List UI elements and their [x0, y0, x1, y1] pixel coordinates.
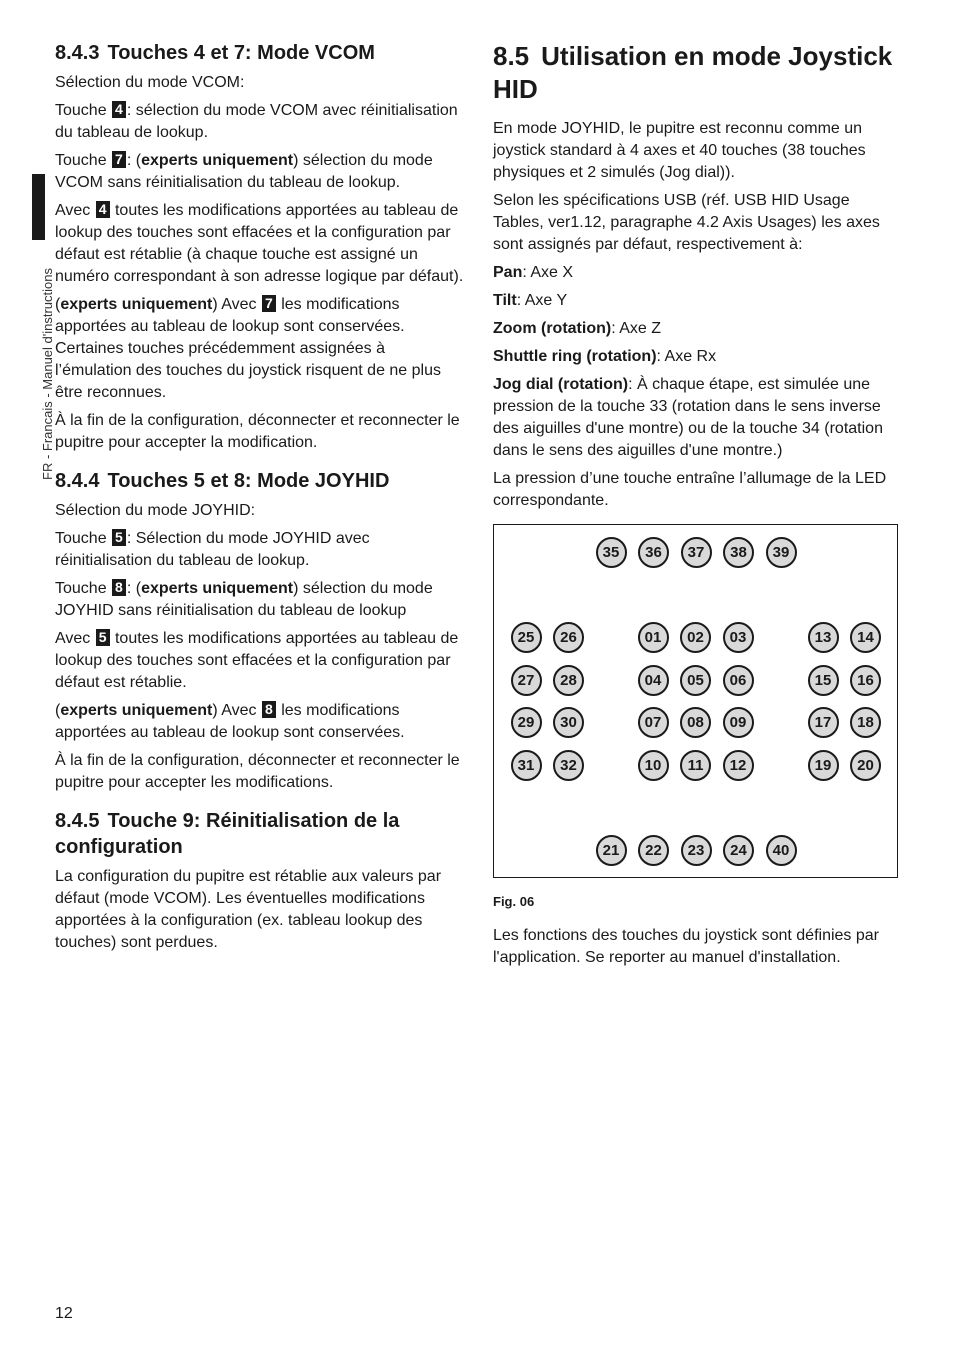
joystick-button-05: 05 [680, 665, 711, 696]
heading-843: 8.4.3 Touches 4 et 7: Mode VCOM [55, 42, 375, 64]
joystick-button-26: 26 [553, 622, 584, 653]
joystick-button-28: 28 [553, 665, 584, 696]
paragraph: Touche 8 : (experts uniquement) sélection du mode JOYHID sans réinitialisation du tableau de lookup [55, 579, 433, 619]
joystick-button-07: 07 [638, 707, 669, 738]
joystick-button-10: 10 [638, 750, 669, 781]
paragraph: À la fin de la configuration, déconnecter et reconnecter le pupitre pour accepter la modification. [55, 412, 460, 451]
axis-jog: Jog dial (rotation): À chaque étape, est simulée une pression de la touche 33 (rotation dans le sens inverse des aiguilles d'une montre) ou de la touche 34 (rotation dans le sens des aiguilles d'une montre.) [493, 376, 883, 459]
paragraph: Touche 4 : sélection du mode VCOM avec réinitialisation du tableau de lookup. [55, 101, 458, 141]
paragraph: Les fonctions des touches du joystick sont définies par l'application. Se reporter au manuel d'installation. [493, 927, 879, 966]
button-layout-figure [493, 524, 898, 878]
joystick-button-18: 18 [850, 707, 881, 738]
joystick-button-38: 38 [723, 537, 754, 568]
joystick-button-21: 21 [596, 835, 627, 866]
page-number: 12 [55, 1305, 73, 1322]
joystick-button-20: 20 [850, 750, 881, 781]
joystick-button-19: 19 [808, 750, 839, 781]
joystick-button-15: 15 [808, 665, 839, 696]
right-column [493, 40, 903, 975]
joystick-button-16: 16 [850, 665, 881, 696]
sidebar-label: FR - Francais - Manuel d'instructions [40, 268, 55, 480]
key-badge: 7 [262, 295, 276, 312]
joystick-button-24: 24 [723, 835, 754, 866]
axis-pan: Pan: Axe X [493, 264, 574, 281]
joystick-button-17: 17 [808, 707, 839, 738]
joystick-button-14: 14 [850, 622, 881, 653]
joystick-button-39: 39 [766, 537, 797, 568]
joystick-button-11: 11 [680, 750, 711, 781]
paragraph: La pression d’une touche entraîne l’allumage de la LED correspondante. [493, 470, 887, 509]
paragraph: La configuration du pupitre est rétablie aux valeurs par défaut (mode VCOM). Les éventuelles modifications apportées à la configuration (ex. tableau lookup des touches) sont perdues. [55, 868, 442, 951]
paragraph: Avec 4 toutes les modifications apportées au tableau de lookup des touches sont effacées et la configuration par défaut est rétablie (à chaque touche est assigné un numéro correspondant à son adresse logique par défaut). [55, 201, 464, 285]
axis-shuttle: Shuttle ring (rotation): Axe Rx [493, 348, 717, 365]
key-badge: 8 [262, 701, 276, 718]
joystick-button-32: 32 [553, 750, 584, 781]
joystick-button-30: 30 [553, 707, 584, 738]
joystick-button-03: 03 [723, 622, 754, 653]
paragraph: Sélection du mode VCOM: [55, 74, 245, 91]
joystick-button-36: 36 [638, 537, 669, 568]
key-badge: 7 [112, 151, 126, 168]
joystick-button-22: 22 [638, 835, 669, 866]
paragraph: En mode JOYHID, le pupitre est reconnu comme un joystick standard à 4 axes et 40 touches (38 touches physiques et 2 simulés (Jog dial)). [493, 120, 866, 181]
paragraph: Avec 5 toutes les modifications apportées au tableau de lookup des touches sont effacées et la configuration par défaut est rétablie. [55, 629, 459, 691]
paragraph: (experts uniquement) Avec 7 les modifications apportées au tableau de lookup sont conservées. Certaines touches précédemment assignées à l’émulation des touches du joystick risquent de ne plus être reconnues. [55, 295, 441, 401]
joystick-button-09: 09 [723, 707, 754, 738]
joystick-button-37: 37 [681, 537, 712, 568]
joystick-button-35: 35 [596, 537, 627, 568]
joystick-button-25: 25 [511, 622, 542, 653]
axis-zoom: Zoom (rotation): Axe Z [493, 320, 661, 337]
paragraph: Touche 5 : Sélection du mode JOYHID avec réinitialisation du tableau de lookup. [55, 529, 370, 569]
joystick-button-08: 08 [680, 707, 711, 738]
paragraph: Sélection du mode JOYHID: [55, 502, 256, 519]
figure-caption: Fig. 06 [493, 894, 535, 909]
joystick-button-40: 40 [766, 835, 797, 866]
joystick-button-06: 06 [723, 665, 754, 696]
heading-844: 8.4.4 Touches 5 et 8: Mode JOYHID [55, 470, 390, 492]
heading-845: 8.4.5 Touche 9: Réinitialisation de la configuration [55, 810, 400, 858]
paragraph: (experts uniquement) Avec 8 les modifications apportées au tableau de lookup sont conservées. [55, 701, 405, 741]
joystick-button-12: 12 [723, 750, 754, 781]
key-badge: 8 [112, 579, 126, 596]
paragraph: Selon les spécifications USB (réf. USB HID Usage Tables, ver1.12, paragraphe 4.2 Axis Usages) les axes sont assignés par défaut, respectivement à: [493, 192, 880, 253]
axis-tilt: Tilt: Axe Y [493, 292, 568, 309]
key-badge: 5 [112, 529, 126, 546]
paragraph: Touche 7 : (experts uniquement) sélection du mode VCOM sans réinitialisation du tableau de lookup. [55, 151, 433, 191]
key-badge: 4 [96, 201, 110, 218]
joystick-button-23: 23 [681, 835, 712, 866]
joystick-button-04: 04 [638, 665, 669, 696]
joystick-button-02: 02 [680, 622, 711, 653]
joystick-button-27: 27 [511, 665, 542, 696]
key-badge: 4 [112, 101, 126, 118]
left-column [55, 40, 465, 960]
joystick-button-13: 13 [808, 622, 839, 653]
paragraph: À la fin de la configuration, déconnecter et reconnecter le pupitre pour accepter les modifications. [55, 752, 460, 791]
joystick-button-29: 29 [511, 707, 542, 738]
joystick-button-31: 31 [511, 750, 542, 781]
sidebar-marker [32, 174, 45, 240]
heading-85: 8.5 Utilisation en mode Joystick HID [493, 41, 893, 104]
key-badge: 5 [96, 629, 110, 646]
joystick-button-01: 01 [638, 622, 669, 653]
